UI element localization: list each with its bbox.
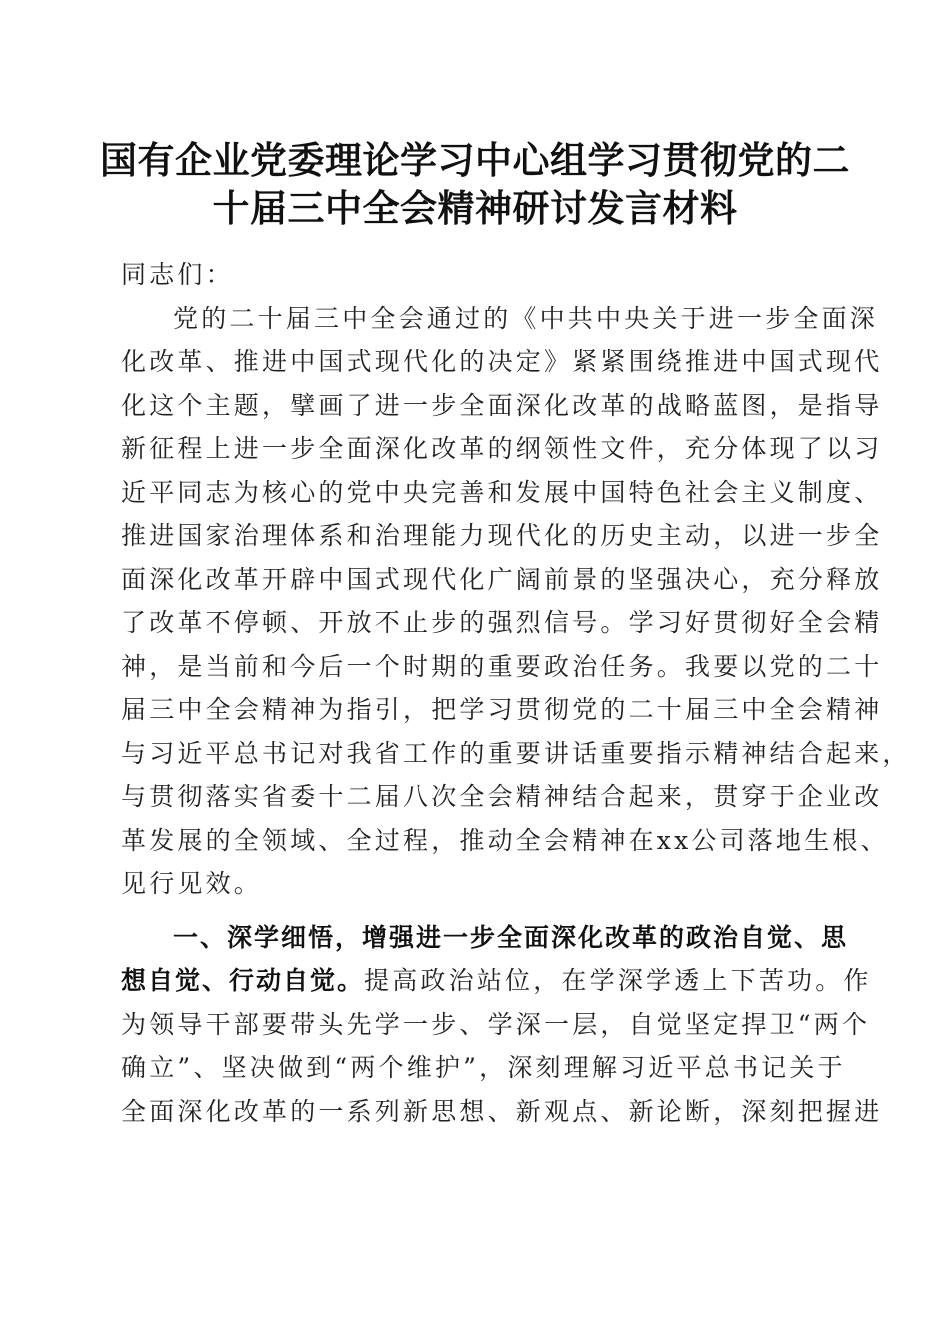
paragraph-1-line: 新征程上进一步全面深化改革的纲领性文件，充分体现了以习 — [121, 434, 883, 463]
section-1-text: 提高政治站位，在学深学透上下苦功。作 — [364, 966, 872, 995]
section-1-line — [121, 959, 872, 1003]
document-title — [100, 136, 850, 232]
section-1-line: 为领导干部要带头先学一步、学深一层，自觉坚定捍卫“两个 — [121, 1009, 871, 1039]
paragraph-1-line: 了改革不停顿、开放不止步的强烈信号。学习好贯彻好全会精 — [121, 608, 883, 637]
section-1-line: 确立”、坚决做到“两个维护”，深刻理解习近平总书记关于 — [121, 1053, 846, 1082]
salutation: 同志们： — [121, 260, 234, 289]
section-1-heading-end: 想自觉、行动自觉。 — [121, 966, 365, 995]
paragraph-1-line: 见行见效。 — [121, 869, 263, 898]
paragraph-1-line: 面深化改革开辟中国式现代化广阔前景的坚强决心，充分释放 — [121, 564, 883, 594]
paragraph-1-line: 化这个主题，擘画了进一步全面深化改革的战略蓝图，是指导 — [121, 390, 883, 420]
document-body — [121, 253, 911, 1133]
title-line-1: 国有企业党委理论学习中心组学习贯彻党的二 — [100, 138, 850, 182]
section-1-line: 全面深化改革的一系列新思想、新观点、新论断，深刻把握进 — [121, 1096, 883, 1126]
paragraph-1-line: 近平同志为核心的党中央完善和发展中国特色社会主义制度、 — [121, 477, 883, 507]
paragraph-1-line: 革发展的全领域、全过程，推动全会精神在xx公司落地生根、 — [121, 825, 889, 855]
paragraph-gap — [121, 906, 833, 916]
section-1-heading: 一、深学细悟，增强进一步全面深化改革的政治自觉、思 — [173, 922, 849, 952]
paragraph-1-line: 与习近平总书记对我省工作的重要讲话重要指示精神结合起来， — [121, 738, 911, 768]
paragraph-1-line: 届三中全会精神为指引，把学习贯彻党的二十届三中全会精神 — [121, 695, 883, 724]
paragraph-1-line: 推进国家治理体系和治理能力现代化的历史主动，以进一步全 — [121, 521, 883, 550]
paragraph-1-line: 党的二十届三中全会通过的《中共中央关于进一步全面深 — [173, 303, 879, 333]
paragraph-1-line: 化改革、推进中国式现代化的决定》紧紧围绕推进中国式现代 — [121, 347, 883, 376]
paragraph-1-line: 神，是当前和今后一个时期的重要政治任务。我要以党的二十 — [121, 651, 883, 681]
paragraph-1-line: 与贯彻落实省委十二届八次全会精神结合起来，贯穿于企业改 — [121, 782, 883, 811]
title-line-2: 十届三中全会精神研讨发言材料 — [212, 186, 738, 230]
